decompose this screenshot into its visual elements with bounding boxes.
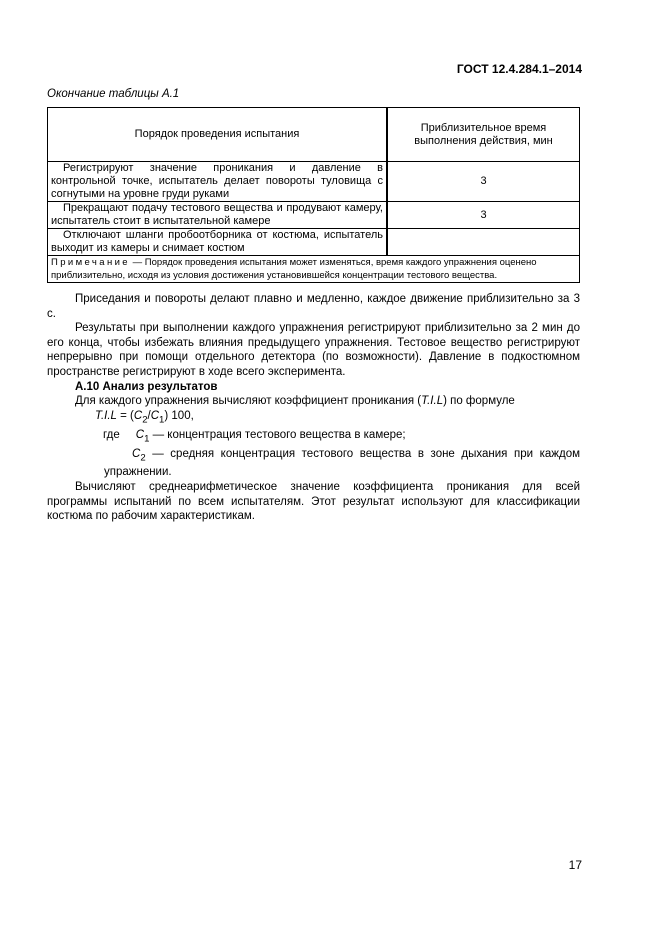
column-header-time bbox=[387, 108, 580, 162]
table-row bbox=[48, 229, 580, 256]
column-header-time-line1: Приблизительное время bbox=[420, 121, 547, 134]
time-cell bbox=[387, 229, 580, 256]
paragraph: Для каждого упражнения вычисляют коэффициент проникания (T.I.L) по формуле bbox=[75, 395, 515, 408]
note-text: — Порядок проведения испытания может изменяться, время каждого упражнения оценено приблизительно, исходя из условия достижения установившейся концентрации тестового вещества. bbox=[51, 257, 537, 281]
table-header-row bbox=[48, 108, 580, 162]
page-number: 17 bbox=[568, 858, 582, 872]
paragraph: Приседания и повороты делают плавно и медленно, каждое движение приблизительно за 3 с. bbox=[47, 293, 580, 320]
table-row bbox=[48, 202, 580, 229]
time-cell: 3 bbox=[387, 202, 580, 229]
table-note-row bbox=[48, 256, 580, 283]
section-heading: А.10 Анализ результатов bbox=[75, 380, 218, 393]
column-header-procedure: Порядок проведения испытания bbox=[48, 108, 388, 162]
paragraph: Результаты при выполнении каждого упражнения регистрируют приблизительно за 2 мин до его конца, чтобы избежать влияния предыдущего упражнения. Тестовое вещество регистрируют непрерывно при помощи отдельного детектора (по возможности). Давление в подкостюмном пространстве регистрируют в ходе всего эксперимента. bbox=[47, 322, 580, 378]
column-header-time-line2: выполнения действия, мин bbox=[414, 134, 553, 147]
table-row bbox=[48, 162, 580, 202]
table-note bbox=[48, 256, 580, 283]
procedure-cell: Отключают шланги пробоотборника от костюма, испытатель выходит из камеры и снимает костюм bbox=[48, 229, 388, 256]
table-caption: Окончание таблицы А.1 bbox=[47, 88, 180, 100]
definition-c2: $C_2$ — средняя концентрация тестового вещества в зоне дыхания при каждом упражнении. bbox=[104, 447, 580, 479]
procedure-cell: Регистрируют значение проникания и давление в контрольной точке, испытатель делает повороты туловища с согнутыми на уровне груди руками bbox=[48, 162, 388, 202]
paragraph: Вычисляют среднеарифметическое значение коэффициента проникания для всей программы испытаний по всем испытателям. Этот результат используют для классификации костюма по рабочим характеристикам. bbox=[47, 481, 580, 523]
document-code: ГОСТ 12.4.284.1–2014 bbox=[456, 62, 582, 76]
note-label: Примечание bbox=[51, 257, 130, 268]
time-cell: 3 bbox=[387, 162, 580, 202]
formula: $T.I.L = (C_2/C_1)$ 100, bbox=[95, 409, 194, 426]
body-text bbox=[47, 292, 580, 524]
procedure-cell: Прекращают подачу тестового вещества и продувают камеру, испытатель стоит в испытательной камере bbox=[48, 202, 388, 229]
definition-c1: где $C_1$ — концентрация тестового вещества в камере; bbox=[103, 428, 406, 444]
procedure-table bbox=[47, 107, 580, 283]
